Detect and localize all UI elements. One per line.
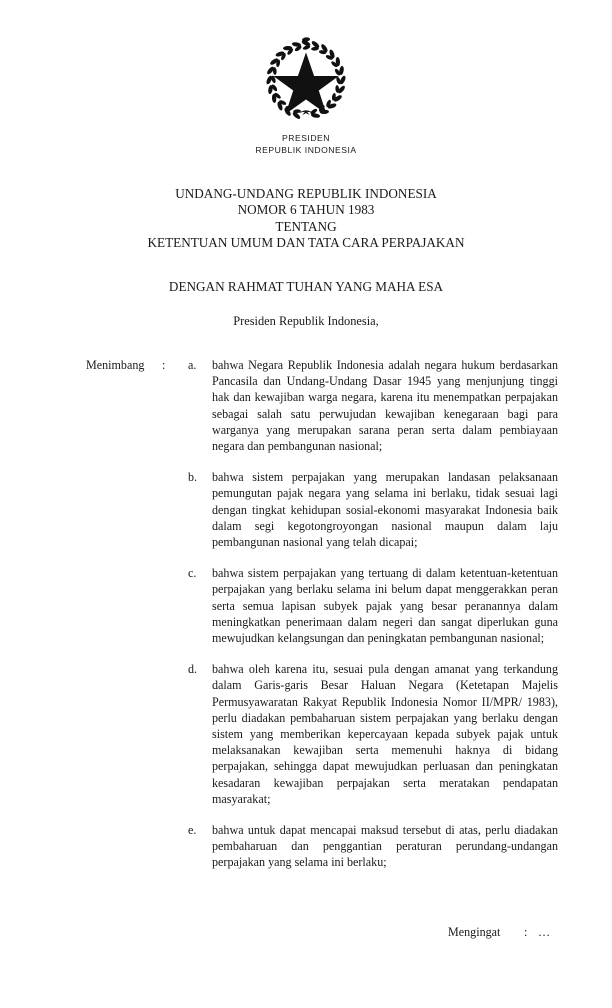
mengingat-colon: : xyxy=(524,925,528,939)
clause-marker-d: d. xyxy=(188,662,198,677)
blessing-line: DENGAN RAHMAT TUHAN YANG MAHA ESA xyxy=(168,279,444,294)
considering-colon: : xyxy=(162,358,166,372)
clause-text-a: bahwa Negara Republik Indonesia adalah negara hukum berdasarkan Pancasila dan Undang-Undang Dasar 1945 yang menjunjung tinggi hak dan kewajiban warga negara, karena itu menempatkan perpajakan sebagai salah satu perwujudan kewajiban kenegaraan bagi para warganya yang merupakan sarana peran serta dalam pembiayaan negara dan pembangunan nasional; xyxy=(212,358,558,454)
considering-label: Menimbang xyxy=(86,358,145,372)
clause-d xyxy=(188,661,558,807)
considering-section xyxy=(86,357,558,871)
clause-e xyxy=(188,822,558,871)
clause-c xyxy=(188,565,558,646)
considering-clause-list xyxy=(188,357,558,454)
considering-first-row xyxy=(86,357,558,454)
title-line-law-type: UNDANG-UNDANG REPUBLIK INDONESIA xyxy=(175,186,437,201)
star-wreath-seal-icon xyxy=(260,34,352,126)
clause-text-e: bahwa untuk dapat mencapai maksud tersebut di atas, perlu diadakan pembaharuan dan penggantian peraturan perundang-undangan perpajakan yang selama ini berlaku; xyxy=(212,823,558,870)
clause-marker-a: a. xyxy=(188,358,197,372)
footer-continuation xyxy=(0,925,612,940)
presidential-emblem-block xyxy=(0,34,612,156)
emblem-caption-line-1: PRESIDEN xyxy=(282,133,330,143)
title-line-number: NOMOR 6 TAHUN 1983 xyxy=(237,202,375,218)
clause-text-c: bahwa sistem perpajakan yang tertuang di dalam ketentuan-ketentuan perpajakan yang berlaku selama ini belum dapat menggerakkan peran serta semua lapisan subyek pajak yang besar peranannya dalam meningkatkan penerimaan dalam negeri dan sangat diperlukan guna mewujudkan kelangsungan dan peningkatan pembangunan nasional; xyxy=(212,566,558,646)
mengingat-label: Mengingat xyxy=(448,925,501,939)
clause-marker-b: b. xyxy=(188,470,198,485)
clause-marker-e: e. xyxy=(188,823,197,838)
clause-text-d: bahwa oleh karena itu, sesuai pula dengan amanat yang terkandung dalam Garis-garis Besar Haluan Negara (Ketetapan Majelis Permusyawaratan Rakyat Republik Indonesia Nomor II/MPR/ 1983), perlu diadakan pembaharuan sistem perpajakan yang berlaku dengan sistem yang memberikan kepercayaan kepada subyek pajak untuk melaksanakan kewajiban serta memenuhi haknya di bidang perpajakan, sehingga dapat mewujudkan perluasan dan peningkatan kesadaran kewajiban perpajakan serta meratakan pendapatan masyarakat; xyxy=(212,662,558,806)
clause-a xyxy=(188,357,558,454)
clause-marker-c: c. xyxy=(188,566,197,581)
mengingat-ellipsis: … xyxy=(538,925,551,939)
document-title xyxy=(0,186,612,252)
title-line-subject: KETENTUAN UMUM DAN TATA CARA PERPAJAKAN xyxy=(147,235,465,251)
clause-text-b: bahwa sistem perpajakan yang merupakan landasan pelaksanaan pemungutan pajak negara yang selama ini berlaku, tidak sesuai lagi dengan tingkat kehidupan sosial-ekonomi masyarakat Indonesia baik dalam segi kegotongroyongan nasional maupun dalam laju pembangunan nasional yang telah dicapai; xyxy=(212,470,558,550)
signatory-line: Presiden Republik Indonesia, xyxy=(233,314,379,328)
emblem-caption xyxy=(0,133,612,156)
emblem-caption-line-2: REPUBLIK INDONESIA xyxy=(255,144,357,155)
clause-b xyxy=(188,469,558,550)
title-line-tentang: TENTANG xyxy=(275,218,337,234)
